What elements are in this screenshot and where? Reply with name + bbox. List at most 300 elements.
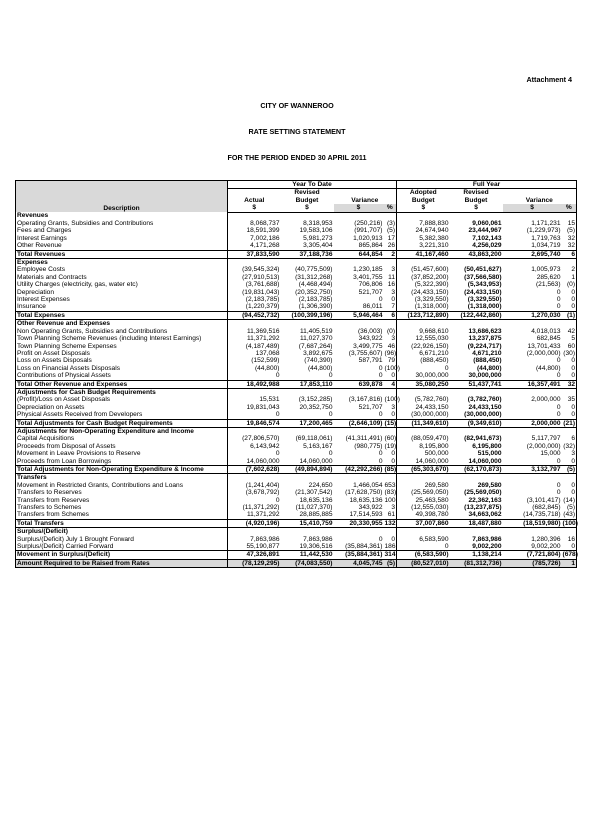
- cell-value: (62,170,873): [450, 466, 503, 474]
- cell-value: 5,117,797: [531, 435, 561, 443]
- table-row: [16, 343, 577, 350]
- table-row: [16, 543, 577, 551]
- cell-value: (122,442,860): [450, 311, 503, 319]
- cell-value: (40,775,509): [295, 266, 333, 274]
- row-label: Interest Expenses: [16, 296, 228, 303]
- cell-value: (3,678,792): [228, 489, 281, 496]
- cell-value: 46: [384, 343, 397, 350]
- cell-value: (12,555,030): [397, 504, 450, 511]
- cell-value: 20,352,750: [299, 403, 333, 411]
- cell-value: 1: [562, 559, 577, 567]
- empty-cell: [281, 528, 334, 536]
- cell-value: 18,591,399: [228, 227, 281, 234]
- adopted-header: Adopted: [397, 189, 450, 197]
- cell-value: (1): [562, 311, 577, 319]
- cell-value: 0: [228, 411, 281, 419]
- cell-value: (30): [563, 349, 576, 357]
- cell-value: (9,224,717): [467, 342, 502, 350]
- cell-value: 1,005,973: [531, 266, 561, 274]
- row-label: Other Revenue: [16, 242, 228, 250]
- cell-value: 17,514,593: [349, 511, 383, 519]
- row-label: Depreciation on Assets: [16, 404, 228, 411]
- cell-value: 0: [378, 364, 383, 372]
- row-label: Materials and Contracts: [16, 274, 228, 281]
- cell-value: 18,492,988: [228, 380, 281, 388]
- empty-cell: [562, 259, 577, 267]
- row-label: Movement in Leave Provisions to Reserve: [16, 450, 228, 457]
- cell-value: 15,410,759: [281, 519, 334, 527]
- cell-value: 13,686,623: [468, 327, 502, 335]
- cell-value: (44,800): [476, 364, 502, 372]
- empty-cell: [450, 212, 503, 220]
- cell-value: (980,775): [354, 442, 383, 450]
- cell-value: (11,371,292): [228, 504, 281, 511]
- table-row: [16, 266, 577, 273]
- row-label: Movement in Surplus/(Deficit): [16, 551, 228, 559]
- empty-cell: [503, 427, 562, 435]
- cell-value: (682,845): [532, 504, 561, 512]
- cell-value: (13,237,875): [464, 504, 502, 512]
- cell-value: (18,519,980): [503, 519, 562, 527]
- cell-value: 132: [384, 519, 396, 527]
- cell-value: 0: [384, 450, 397, 457]
- empty-cell: [228, 474, 281, 482]
- cell-value: 314: [384, 551, 396, 559]
- cell-value: 3: [384, 289, 397, 296]
- cell-value: 23,444,967: [468, 227, 502, 235]
- cell-value: 4,171,268: [228, 242, 281, 250]
- rate-setting-table: [15, 180, 577, 568]
- cell-value: 6,195,800: [472, 442, 502, 450]
- cell-value: (17,628,750): [345, 489, 383, 497]
- cell-value: 100: [384, 496, 396, 504]
- cell-value: (81,312,736): [450, 559, 503, 567]
- empty-cell: [397, 528, 450, 536]
- cell-value: 11,369,516: [228, 328, 281, 335]
- table-row: [16, 357, 577, 364]
- cell-value: (21): [563, 419, 576, 427]
- cell-value: (678): [562, 551, 578, 559]
- cell-value: (2,000,000): [526, 349, 561, 357]
- cell-value: (65,303,670): [397, 466, 450, 474]
- cell-value: (1,318,000): [467, 303, 502, 311]
- cell-value: (0): [384, 328, 397, 335]
- cell-value: 24,674,940: [397, 227, 450, 234]
- cell-value: 7,863,986: [472, 535, 502, 543]
- attachment-label: Attachment 4: [526, 75, 572, 84]
- row-label: Adjustments for Cash Budget Requirements: [16, 388, 228, 396]
- cell-value: 1,270,030: [503, 311, 562, 319]
- cell-value: (19): [384, 442, 397, 450]
- cell-value: (250,216): [354, 220, 383, 228]
- blank-header-cell: [503, 189, 577, 197]
- table-row: [16, 450, 577, 457]
- cell-value: 3: [384, 404, 397, 411]
- cell-value: 0: [384, 536, 397, 543]
- cell-value: (100): [384, 364, 400, 372]
- cell-value: (123,712,890): [397, 311, 450, 319]
- cell-value: (1,229,973): [526, 227, 561, 235]
- cell-value: 269,580: [477, 481, 502, 489]
- cell-value: (30,000,000): [397, 411, 450, 419]
- cell-value: (7,687,264): [298, 342, 333, 350]
- cell-value: 343,922: [358, 504, 383, 512]
- cell-value: 285,620: [536, 273, 561, 281]
- cell-value: (37,852,200): [397, 274, 450, 281]
- cell-value: (37,566,580): [464, 273, 502, 281]
- empty-cell: [384, 528, 397, 536]
- cell-value: 4: [384, 380, 397, 388]
- cell-value: (27,806,570): [228, 435, 281, 442]
- cell-value: 7,863,986: [228, 536, 281, 543]
- cell-value: 0: [556, 411, 561, 419]
- row-label: Proceeds from Loan Borrowings: [16, 458, 228, 466]
- cell-value: (2,000,000): [526, 442, 561, 450]
- cell-value: 35,080,250: [397, 380, 450, 388]
- cell-value: 14,060,000: [468, 457, 502, 465]
- cell-value: 12,555,030: [397, 335, 450, 342]
- cell-value: 1,138,214: [450, 551, 503, 559]
- cell-value: 86,011: [362, 303, 383, 311]
- row-label: Physical Assets Received from Developers: [16, 411, 228, 419]
- empty-cell: [228, 259, 281, 267]
- row-label: Non Operating Grants, Subsidies and Contributions: [16, 328, 228, 335]
- cell-value: (9,349,610): [450, 419, 503, 427]
- cell-value: 11: [384, 274, 397, 281]
- cell-value: 30,000,000: [397, 372, 450, 380]
- cell-value: 14,060,000: [397, 458, 450, 466]
- row-label: Total Other Revenue and Expenses: [16, 380, 228, 388]
- cell-value: 3,305,404: [303, 242, 333, 250]
- cell-value: (22,926,150): [397, 343, 450, 350]
- cell-value: (5,322,390): [397, 281, 450, 288]
- cell-value: (7,602,628): [228, 466, 281, 474]
- cell-value: 28,885,885: [299, 511, 333, 519]
- cell-value: 4,256,029: [472, 242, 502, 250]
- cell-value: 32: [562, 380, 577, 388]
- empty-cell: [334, 474, 384, 482]
- cell-value: (82,941,673): [464, 435, 502, 443]
- row-label: Revenues: [16, 212, 228, 220]
- unit-dollar: $: [228, 204, 281, 212]
- empty-cell: [397, 212, 450, 220]
- row-label: Depreciation: [16, 289, 228, 296]
- cell-value: (43): [563, 511, 576, 519]
- unit-dollar: $: [397, 204, 450, 212]
- cell-value: (25,569,050): [464, 489, 502, 497]
- empty-cell: [334, 427, 384, 435]
- cell-value: 137,068: [228, 350, 281, 357]
- row-label: Total Transfers: [16, 519, 228, 527]
- cell-value: 17: [384, 235, 397, 242]
- cell-value: 19,583,106: [299, 227, 333, 235]
- row-label: Total Adjustments for Non-Operating Expenditure & Income: [16, 466, 228, 474]
- cell-value: 644,854: [334, 250, 384, 258]
- cell-value: 5,946,464: [334, 311, 384, 319]
- cell-value: 0: [384, 296, 397, 303]
- cell-value: 0: [562, 289, 577, 296]
- table-row: [16, 504, 577, 511]
- cell-value: 61: [384, 511, 397, 519]
- unit-dollar: $: [450, 204, 503, 212]
- cell-value: (11,027,370): [295, 504, 333, 512]
- cell-value: 0: [562, 296, 577, 303]
- total-row: [16, 559, 577, 567]
- cell-value: (11,349,610): [397, 419, 450, 427]
- table-row: [16, 227, 577, 234]
- ytd-variance-header: Variance: [351, 196, 379, 204]
- row-label: Other Revenue and Expenses: [16, 320, 228, 328]
- cell-value: 9,002,200: [472, 543, 502, 551]
- empty-cell: [562, 388, 577, 396]
- empty-cell: [562, 474, 577, 482]
- empty-cell: [397, 427, 450, 435]
- empty-cell: [384, 320, 397, 328]
- cell-value: 7: [384, 303, 397, 311]
- cell-value: 8,195,800: [397, 443, 450, 450]
- row-label: Insurance: [16, 303, 228, 311]
- cell-value: 7,102,143: [472, 234, 502, 242]
- full-variance-header: Variance: [503, 197, 577, 204]
- row-label: Surplus/(Deficit) Carried Forward: [16, 543, 228, 551]
- cell-value: 0: [556, 288, 561, 296]
- row-label: Utility Charges (electricity, gas, water etc): [16, 281, 228, 288]
- cell-value: (2,183,785): [298, 296, 333, 304]
- empty-cell: [503, 320, 562, 328]
- row-label: Loss on Assets Disposals: [16, 357, 228, 364]
- row-label: Total Revenues: [16, 250, 228, 258]
- empty-cell: [281, 320, 334, 328]
- row-label: Fees and Charges: [16, 227, 228, 234]
- ytd-budget-header: Budget: [295, 196, 319, 204]
- cell-value: 682,845: [536, 335, 561, 343]
- cell-value: 1,020,913: [353, 234, 383, 242]
- cell-value: 19,306,516: [299, 543, 333, 551]
- cell-value: 0: [562, 543, 577, 551]
- unit-percent: %: [562, 204, 577, 212]
- cell-value: 865,864: [358, 242, 383, 250]
- table-row: [16, 303, 577, 311]
- row-label: Capital Acquisitions: [16, 435, 228, 442]
- cell-value: 0: [378, 411, 383, 419]
- table-row: [16, 328, 577, 335]
- cell-value: 11,027,370: [299, 335, 333, 343]
- cell-value: 30,000,000: [468, 372, 502, 380]
- cell-value: 3,132,797: [503, 466, 562, 474]
- cell-value: 0: [562, 489, 577, 496]
- cell-value: 32: [562, 242, 577, 250]
- cell-value: (888,450): [397, 357, 450, 364]
- cell-value: 706,806: [358, 281, 383, 289]
- cell-value: (44,800): [228, 365, 281, 372]
- unit-percent: %: [384, 204, 397, 212]
- cell-value: 6,671,210: [397, 350, 450, 357]
- cell-value: 32: [562, 235, 577, 242]
- total-row: [16, 519, 577, 527]
- cell-value: (94,452,732): [228, 311, 281, 319]
- cell-value: 4,045,745: [334, 559, 384, 567]
- actual-header: Actual: [228, 197, 281, 204]
- cell-value: (35,884,361): [334, 551, 384, 559]
- cell-value: 6: [384, 311, 397, 319]
- cell-value: 0: [228, 450, 281, 457]
- cell-value: (7,721,804): [503, 551, 562, 559]
- cell-value: (3,761,688): [228, 281, 281, 288]
- cell-value: 20,330,955: [334, 519, 384, 527]
- cell-value: 0: [378, 372, 383, 380]
- cell-value: 0: [328, 450, 333, 458]
- cell-value: (20,352,750): [295, 288, 333, 296]
- section-row: [16, 259, 577, 267]
- organisation-title: CITY OF WANNEROO: [260, 101, 334, 110]
- cell-value: 3: [384, 335, 397, 342]
- cell-value: (3,167,816): [348, 396, 383, 404]
- empty-cell: [562, 427, 577, 435]
- cell-value: 55,190,877: [228, 543, 281, 551]
- empty-cell: [334, 388, 384, 396]
- cell-value: (100,399,196): [281, 311, 334, 319]
- row-label: Transfers from Reserves: [16, 497, 228, 504]
- total-row: [16, 419, 577, 427]
- cell-value: 11,405,519: [299, 327, 333, 335]
- cell-value: 653: [384, 481, 396, 489]
- table-row: [16, 536, 577, 543]
- cell-value: 9,002,200: [531, 543, 561, 551]
- cell-value: 41,167,460: [397, 250, 450, 258]
- cell-value: 515,000: [477, 450, 502, 458]
- table-row: [16, 335, 577, 342]
- cell-value: (3,101,417): [526, 496, 561, 504]
- cell-value: 49,398,780: [397, 511, 450, 519]
- cell-value: (1,241,404): [228, 482, 281, 489]
- section-row: [16, 427, 577, 435]
- cell-value: (1,306,390): [298, 303, 333, 311]
- cell-value: 0: [562, 482, 577, 489]
- cell-value: (3,755,607): [348, 349, 383, 357]
- total-row: [16, 250, 577, 258]
- table-row: [16, 274, 577, 281]
- empty-cell: [228, 427, 281, 435]
- cell-value: 0: [378, 535, 383, 543]
- cell-value: (100): [384, 396, 400, 404]
- empty-cell: [334, 320, 384, 328]
- empty-cell: [397, 320, 450, 328]
- cell-value: 0: [378, 296, 383, 304]
- cell-value: 7,888,830: [397, 220, 450, 227]
- cell-value: 37,188,736: [281, 250, 334, 258]
- empty-cell: [562, 212, 577, 220]
- cell-value: 3,892,675: [303, 349, 333, 357]
- cell-value: 500,000: [397, 450, 450, 457]
- cell-value: 1,280,396: [531, 535, 561, 543]
- period-title: FOR THE PERIOD ENDED 30 APRIL 2011: [227, 153, 367, 162]
- cell-value: 9,668,610: [397, 328, 450, 335]
- row-label: Transfers: [16, 474, 228, 482]
- cell-value: (50,451,627): [464, 266, 502, 274]
- cell-value: 0: [562, 357, 577, 364]
- cell-value: 0: [228, 497, 281, 504]
- cell-value: (31,312,268): [295, 273, 333, 281]
- row-label: Total Adjustments for Cash Budget Requirements: [16, 419, 228, 427]
- full-revised-header: Revised: [463, 189, 489, 197]
- cell-value: 2: [562, 266, 577, 273]
- cell-value: 0: [556, 296, 561, 304]
- cell-value: (14): [563, 496, 576, 504]
- empty-cell: [450, 388, 503, 396]
- cell-value: (74,083,550): [281, 559, 334, 567]
- cell-value: 2,695,740: [503, 250, 562, 258]
- cell-value: 1,466,054: [353, 481, 383, 489]
- cell-value: 9,060,061: [472, 220, 502, 228]
- cell-value: (49,894,894): [281, 466, 334, 474]
- cell-value: (85): [384, 466, 397, 474]
- cell-value: (2,183,785): [228, 296, 281, 303]
- total-row: [16, 551, 577, 559]
- cell-value: 1: [562, 274, 577, 281]
- cell-value: (740,390): [304, 357, 333, 365]
- cell-value: (44,800): [535, 364, 561, 372]
- cell-value: 2,000,000: [503, 419, 562, 427]
- cell-value: (96): [384, 349, 397, 357]
- blank-header-cell: [334, 189, 397, 197]
- cell-value: (4,920,196): [228, 519, 281, 527]
- cell-value: (785,726): [503, 559, 562, 567]
- empty-cell: [503, 388, 562, 396]
- empty-cell: [503, 212, 562, 220]
- cell-value: 13,701,433: [527, 342, 561, 350]
- cell-value: 6,143,942: [228, 443, 281, 450]
- cell-value: (3,329,550): [467, 296, 502, 304]
- empty-cell: [384, 212, 397, 220]
- row-label: Transfers to Schemes: [16, 504, 228, 511]
- empty-cell: [562, 528, 577, 536]
- unit-dollar: $: [334, 204, 384, 212]
- cell-value: 4,671,210: [472, 349, 502, 357]
- table-row: [16, 235, 577, 242]
- cell-value: 0: [397, 365, 450, 372]
- cell-value: (888,450): [473, 357, 502, 365]
- cell-value: (5): [562, 466, 577, 474]
- cell-value: 19,846,574: [228, 419, 281, 427]
- row-label: (Profit)/Loss on Asset Disposals: [16, 396, 228, 403]
- cell-value: 60: [562, 343, 577, 350]
- cell-value: 7,863,986: [303, 535, 333, 543]
- cell-value: 18,635,136: [349, 496, 383, 504]
- cell-value: 3: [384, 504, 397, 511]
- cell-value: 186: [384, 543, 396, 551]
- cell-value: 26: [384, 242, 397, 250]
- empty-cell: [397, 259, 450, 267]
- cell-value: 0: [228, 372, 281, 380]
- empty-cell: [450, 427, 503, 435]
- cell-value: (5): [384, 559, 397, 567]
- row-label: Proceeds from Disposal of Assets: [16, 443, 228, 450]
- adopted-budget-header: Budget: [397, 197, 450, 204]
- cell-value: 0: [556, 303, 561, 311]
- empty-cell: [384, 427, 397, 435]
- cell-value: 19,831,043: [228, 404, 281, 411]
- table-row: [16, 296, 577, 303]
- cell-value: 25,463,580: [397, 497, 450, 504]
- cell-value: (32): [563, 442, 576, 450]
- empty-cell: [384, 259, 397, 267]
- empty-cell: [562, 320, 577, 328]
- empty-cell: [334, 528, 384, 536]
- empty-cell: [384, 474, 397, 482]
- row-label: Surplus/(Deficit): [16, 528, 228, 536]
- table-row: [16, 220, 577, 227]
- cell-value: 2: [384, 250, 397, 258]
